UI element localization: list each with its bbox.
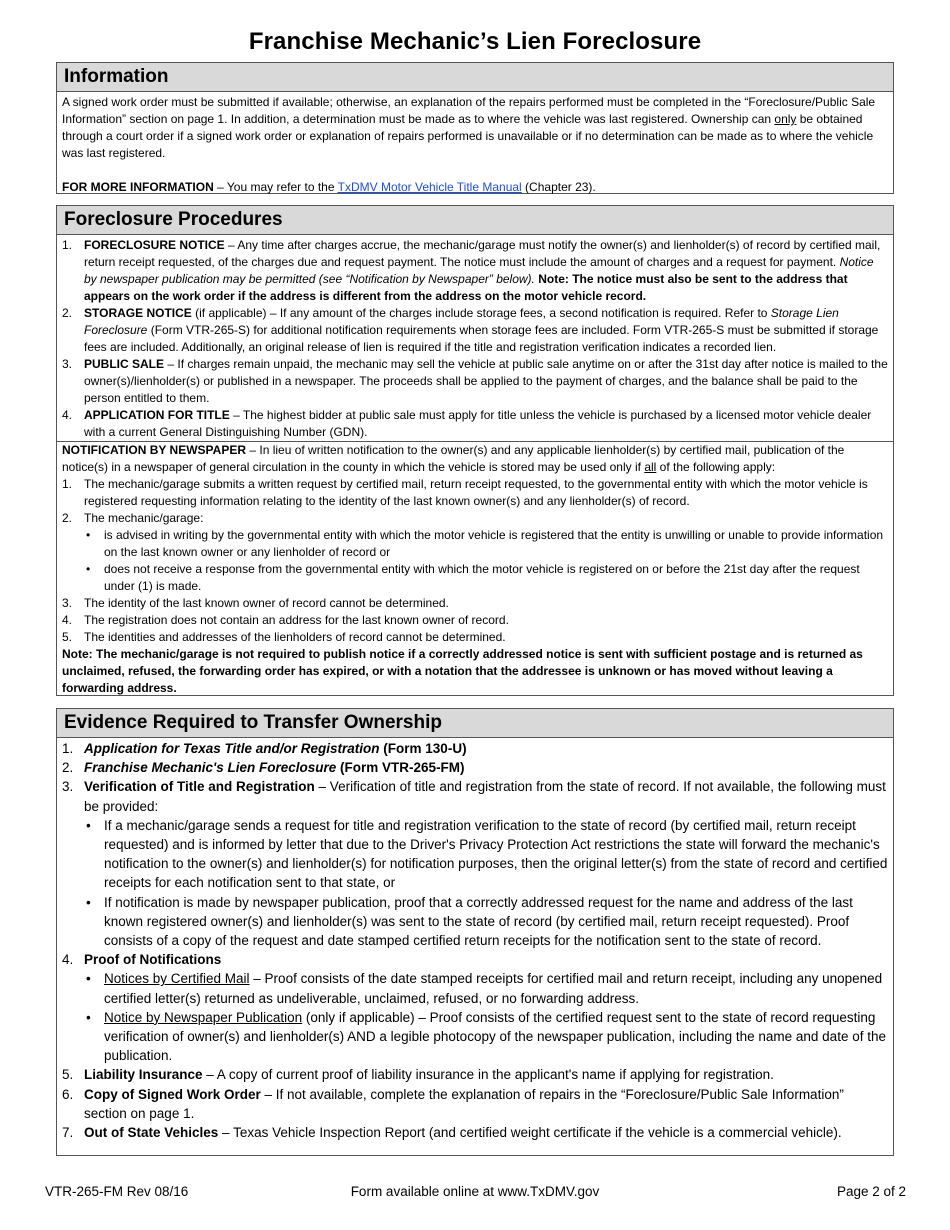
footer-form-id: VTR-265-FM Rev 08/16 bbox=[45, 1184, 189, 1199]
item-number: 3. bbox=[62, 779, 74, 795]
newspaper-bullets bbox=[84, 527, 889, 595]
bullet-item bbox=[84, 969, 889, 1007]
item-number: 2. bbox=[62, 511, 73, 525]
item-number: 4. bbox=[62, 408, 73, 422]
bullet-label: Notices by Certified Mail bbox=[104, 971, 250, 987]
bullet-item: • is advised in writing by the governmental entity with which the motor vehicle is registered that the entity is unwilling or unable to provide information on the last known owner or any lienholder of record or bbox=[84, 527, 889, 561]
bullet-item: • If a mechanic/garage sends a request for title and registration verification to the state of record (by certified mail, return receipt requested) and is informed by letter that due to the Driver's Privacy Protection Act restrictions the state will forward the mechanic's notification to the owner(s) and lienholder(s) for notification purposes, then the original letter(s) from the state of record and certified receipts for each notification sent to that state, or bbox=[84, 816, 889, 893]
information-only: only bbox=[774, 112, 797, 126]
title-manual-link[interactable]: TxDMV Motor Vehicle Title Manual bbox=[337, 180, 522, 194]
information-text-a: A signed work order must be submitted if available; otherwise, an explanation of the repairs performed must be completed in the “Foreclosure/Public Sale Information” section on page 1. In addition, a determination must be made as to where the vehicle was last registered. Ownership can bbox=[62, 95, 876, 126]
procedure-text: – Any time after charges accrue, the mechanic/garage must notify the owner(s) and lienholder(s) of record by certified mail, return receipt requested, of the charges due and request payment. The notice must include the amount of charges and a request for payment. bbox=[84, 238, 881, 269]
item-number: 5. bbox=[62, 630, 73, 644]
page-title: Franchise Mechanic’s Lien Foreclosure bbox=[248, 28, 702, 55]
information-text-b: be obtained through a court order if a signed work order or explanation of repairs performed is unavailable or if no determination can be made as to where the vehicle was last registered. bbox=[62, 112, 874, 160]
item-number: 4. bbox=[62, 952, 74, 968]
newspaper-item-text: The mechanic/garage submits a written request by certified mail, return receipt requested, to the governmental entity with which the motor vehicle is registered requesting information relating to the identity of the last known owner(s) and any lienholder(s) of record. bbox=[84, 477, 868, 508]
procedure-text: – If charges remain unpaid, the mechanic may sell the vehicle at public sale anytime on or after the 31st day after notice is mailed to the owner(s)/lienholder(s) or published in a newspaper. The proceeds shall be applied to the payment of charges, and the balance shall be paid to the person entitled to them. bbox=[84, 357, 888, 405]
bullet-text: – Proof consists of the date stamped receipts for certified mail and return receipt, including any unopened certified letter(s) returned as undeliverable, unclaimed, refused, or no forwarding address. bbox=[104, 971, 883, 1006]
bullet-text: (only if applicable) – Proof consists of the certified request sent to the state of record requesting verification of owner(s) and lienholder(s) AND a legible photocopy of the newspaper publication, including the name and date of the publication. bbox=[104, 1009, 886, 1064]
newspaper-text-b: of the following apply: bbox=[656, 460, 776, 474]
procedure-label: STORAGE NOTICE bbox=[84, 306, 192, 320]
evidence-label: Out of State Vehicles bbox=[84, 1125, 219, 1141]
item-number: 1. bbox=[62, 477, 73, 491]
procedures-body bbox=[57, 235, 893, 700]
newspaper-item bbox=[62, 595, 889, 612]
item-number: 3. bbox=[62, 596, 73, 610]
procedure-text: (if applicable) – If any amount of the charges include storage fees, a second notification is required. Refer to bbox=[191, 306, 771, 320]
procedures-list bbox=[62, 237, 889, 441]
procedure-italic: Storage Lien Foreclosure bbox=[84, 306, 839, 337]
evidence-bullets bbox=[84, 816, 889, 950]
evidence-list bbox=[62, 739, 889, 1142]
evidence-text: – Verification of title and registration from the state of record. If not available, the following must be provided: bbox=[84, 779, 886, 814]
evidence-heading: Evidence Required to Transfer Ownership bbox=[57, 709, 893, 738]
bullet-item bbox=[84, 1008, 889, 1066]
evidence-item bbox=[62, 1123, 889, 1142]
evidence-form-title: Application for Texas Title and/or Registration bbox=[84, 741, 380, 756]
evidence-label: Copy of Signed Work Order bbox=[84, 1086, 261, 1102]
procedure-item bbox=[62, 305, 889, 356]
newspaper-item-text: The mechanic/garage: bbox=[84, 511, 204, 525]
more-info-label: FOR MORE INFORMATION bbox=[62, 180, 214, 194]
evidence-label: Verification of Title and Registration bbox=[84, 779, 315, 795]
item-number: 6. bbox=[62, 1086, 74, 1102]
newspaper-item-text: The identities and addresses of the lienholders of record cannot be determined. bbox=[84, 630, 506, 644]
procedure-text: – The highest bidder at public sale must apply for title unless the vehicle is purchased by a licensed motor vehicle dealer with a current General Distinguishing Number (GDN). bbox=[84, 408, 872, 439]
evidence-section bbox=[56, 708, 894, 1156]
evidence-form-title: Franchise Mechanic's Lien Foreclosure bbox=[84, 760, 337, 776]
evidence-item bbox=[62, 1065, 889, 1084]
item-number: 7. bbox=[62, 1125, 74, 1141]
item-number: 3. bbox=[62, 357, 73, 371]
evidence-text: – Texas Vehicle Inspection Report (and certified weight certificate if the vehicle is a commercial vehicle). bbox=[218, 1125, 842, 1141]
procedures-section bbox=[56, 205, 894, 696]
newspaper-item bbox=[62, 612, 889, 629]
item-number: 2. bbox=[62, 306, 73, 320]
procedures-heading: Foreclosure Procedures bbox=[57, 206, 893, 235]
procedure-label: PUBLIC SALE bbox=[84, 357, 165, 371]
evidence-item bbox=[62, 777, 889, 950]
evidence-item bbox=[62, 1085, 889, 1123]
information-heading: Information bbox=[57, 63, 893, 92]
item-number: 1. bbox=[62, 741, 74, 756]
more-info-line bbox=[62, 179, 889, 196]
evidence-bullets bbox=[84, 969, 889, 1065]
footer-page-number: Page 2 of 2 bbox=[836, 1184, 906, 1199]
bullet-item: • does not receive a response from the governmental entity with which the motor vehicle is registered on or before the 21st day after the request under (1) is made. bbox=[84, 561, 889, 595]
more-info-text: – You may refer to the bbox=[213, 180, 338, 194]
procedure-text: (Form VTR-265-S) for additional notification requirements when storage fees are included. Form VTR-265-S must be submitted if storage fees are included. Additionally, an original release of lien is required if the title and registration verification indicates a recorded lien. bbox=[84, 323, 879, 354]
item-number: 2. bbox=[62, 760, 74, 776]
newspaper-item-text: The registration does not contain an address for the last known owner of record. bbox=[84, 613, 509, 627]
item-number: 5. bbox=[62, 1067, 74, 1083]
procedure-item bbox=[62, 356, 889, 407]
information-paragraph bbox=[62, 94, 889, 162]
newspaper-text-a: – In lieu of written notification to the owner(s) and any applicable lienholder(s) by certified mail, publication of the notice(s) in a newspaper of general circulation in the county in which the vehicle is stored may be used only if bbox=[62, 443, 845, 474]
newspaper-list bbox=[62, 476, 889, 646]
newspaper-note: Note: The mechanic/garage is not required to publish notice if a correctly addressed notice is sent with sufficient postage and is returned as unclaimed, refused, the forwarding order has expired, or with a notation that the addressee is unknown or has moved without leaving a forwarding address. bbox=[62, 647, 863, 695]
newspaper-label: NOTIFICATION BY NEWSPAPER bbox=[62, 443, 247, 457]
information-body bbox=[57, 92, 893, 199]
procedure-note: Note: The notice must also be sent to the address that appears on the work order if the address is different from the address on the motor vehicle record. bbox=[84, 272, 848, 303]
evidence-text: – If not available, complete the explanation of repairs in the “Foreclosure/Public Sale Information” section on page 1. bbox=[84, 1086, 844, 1121]
newspaper-item bbox=[62, 629, 889, 646]
evidence-label: Proof of Notifications bbox=[84, 952, 222, 968]
bullet-item: • If notification is made by newspaper publication, proof that a correctly addressed request for the name and address of the last known registered owner(s) and lienholder(s) was sent to the state of record (by certified mail, return receipt requested). Proof consists of a copy of the request and date stamped certified return receipts for the notification sent to the state of record. bbox=[84, 893, 889, 951]
evidence-text: – A copy of current proof of liability insurance in the applicant's name if applying for registration. bbox=[202, 1067, 774, 1083]
newspaper-intro bbox=[62, 442, 889, 476]
procedure-label: FORECLOSURE NOTICE bbox=[84, 238, 225, 252]
procedure-italic: Notice by newspaper publication may be permitted (see “Notification by Newspaper” below). bbox=[84, 255, 874, 286]
newspaper-item-text: The identity of the last known owner of record cannot be determined. bbox=[84, 596, 449, 610]
information-section bbox=[56, 62, 894, 194]
evidence-item bbox=[62, 739, 889, 758]
evidence-item bbox=[62, 758, 889, 777]
procedure-item bbox=[62, 237, 889, 305]
item-number: 4. bbox=[62, 613, 73, 627]
footer-online: Form available online at www.TxDMV.gov bbox=[350, 1184, 600, 1199]
evidence-form-number: (Form VTR-265-FM) bbox=[336, 760, 465, 776]
chapter-ref: (Chapter 23). bbox=[521, 180, 596, 194]
newspaper-all: all bbox=[644, 460, 657, 474]
item-number: 1. bbox=[62, 238, 73, 252]
procedure-label: APPLICATION FOR TITLE bbox=[84, 408, 230, 422]
newspaper-item bbox=[62, 476, 889, 510]
evidence-label: Liability Insurance bbox=[84, 1067, 203, 1083]
evidence-item bbox=[62, 950, 889, 1065]
procedure-item bbox=[62, 407, 889, 441]
bullet-label: Notice by Newspaper Publication bbox=[104, 1009, 303, 1025]
newspaper-item bbox=[62, 510, 889, 595]
evidence-form-number: (Form 130-U) bbox=[379, 741, 467, 756]
evidence-body bbox=[57, 738, 893, 1145]
